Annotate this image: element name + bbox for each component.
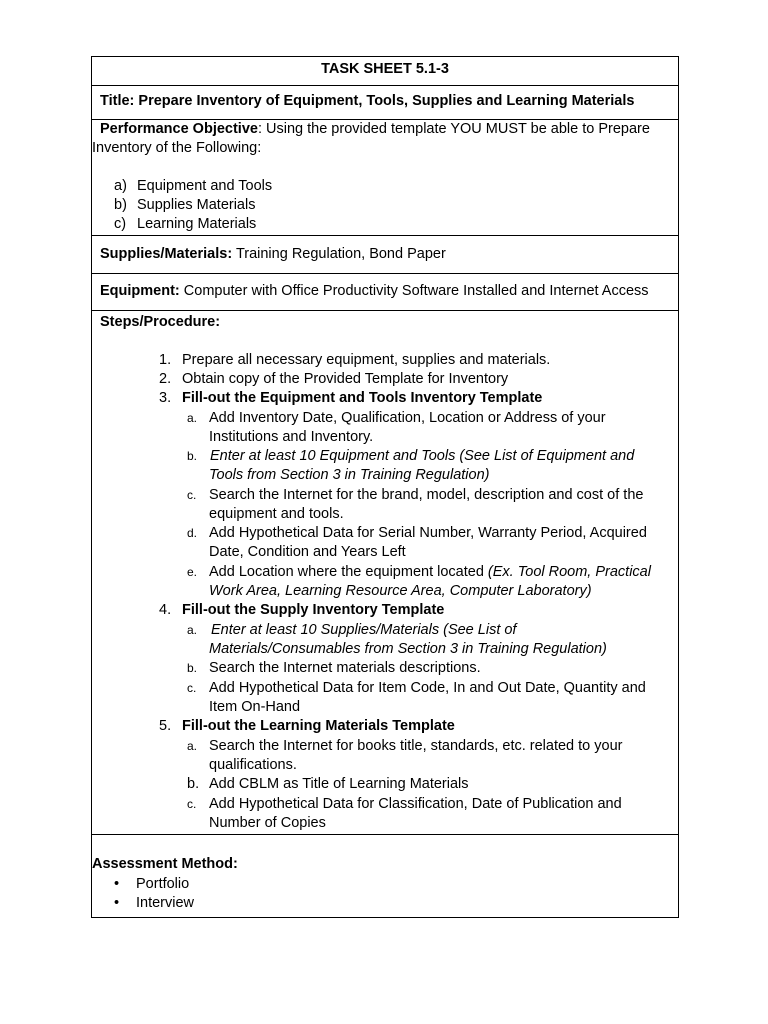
task-sheet-heading: TASK SHEET 5.1-3 xyxy=(321,61,449,77)
step-2-num: 2. xyxy=(159,371,172,387)
step-4-text: Fill-out the Supply Inventory Template xyxy=(182,602,445,618)
assessment-label: Assessment Method: xyxy=(92,856,238,872)
objective-item-a: a) Equipment and Tools xyxy=(114,178,273,194)
objective-label: Performance Objective xyxy=(100,121,258,137)
objective-row xyxy=(92,119,678,236)
step-5-num: 5. xyxy=(159,718,172,734)
step-5c-line-2: Number of Copies xyxy=(209,815,326,831)
step-5b-marker: b. xyxy=(187,776,200,792)
title-row xyxy=(92,85,678,120)
step-4b-line-1: Search the Internet materials descriptions. xyxy=(209,660,481,676)
step-5a-line-1: Search the Internet for books title, standards, etc. related to your xyxy=(209,738,623,754)
supplies-text: Training Regulation, Bond Paper xyxy=(235,246,446,262)
step-4b-marker: b. xyxy=(187,661,198,675)
objective-text-1: : Using the provided template YOU MUST be able to Prepare xyxy=(257,121,650,137)
step-4c-line-1: Add Hypothetical Data for Item Code, In and Out Date, Quantity and xyxy=(209,680,646,696)
equipment-label: Equipment: xyxy=(100,283,180,299)
header-row xyxy=(92,57,678,85)
step-3e-line-1: Add Location where the equipment located (Ex. Tool Room, Practical xyxy=(209,564,651,580)
title-text: Prepare Inventory of Equipment, Tools, Supplies and Learning Materials xyxy=(138,93,635,109)
step-3d-line-2: Date, Condition and Years Left xyxy=(209,544,406,560)
objective-item-c: c) Learning Materials xyxy=(114,216,257,232)
step-3e-line-2: Work Area, Learning Resource Area, Computer Laboratory) xyxy=(209,583,592,599)
equipment-text: Computer with Office Productivity Software Installed and Internet Access xyxy=(183,283,649,299)
step-3a-line-1: Add Inventory Date, Qualification, Location or Address of your xyxy=(209,410,606,426)
task-sheet-table xyxy=(91,56,679,918)
step-3d-marker: d. xyxy=(187,526,198,540)
step-4a-marker: a. xyxy=(187,623,198,637)
equipment-row xyxy=(92,273,678,311)
supplies-label: Supplies/Materials: xyxy=(100,246,233,262)
objective-text-2: Inventory of the Following: xyxy=(92,140,262,156)
assessment-row xyxy=(92,834,678,918)
steps-row xyxy=(92,310,678,835)
objective-line-1 xyxy=(100,120,650,139)
step-3c-marker: c. xyxy=(187,488,197,502)
step-3c-line-1: Search the Internet for the brand, model, description and cost of the xyxy=(209,487,644,503)
objective-item-b: b) Supplies Materials xyxy=(114,197,256,213)
step-3d-line-1: Add Hypothetical Data for Serial Number, Warranty Period, Acquired xyxy=(209,525,647,541)
step-2-text: Obtain copy of the Provided Template for Inventory xyxy=(182,371,509,387)
title-line xyxy=(100,92,634,111)
step-3b-line-1: Enter at least 10 Equipment and Tools (See List of Equipment and xyxy=(210,448,635,464)
step-5a-line-2: qualifications. xyxy=(209,757,297,773)
step-3c-line-2: equipment and tools. xyxy=(209,506,344,522)
step-4c-line-2: Item On-Hand xyxy=(209,699,301,715)
step-4a-line-1: Enter at least 10 Supplies/Materials (See List of xyxy=(211,622,517,638)
assessment-item-interview: • Interview xyxy=(114,895,195,911)
step-5-text: Fill-out the Learning Materials Template xyxy=(182,718,455,734)
step-4a-line-2: Materials/Consumables from Section 3 in Training Regulation) xyxy=(209,641,607,657)
step-3b-marker: b. xyxy=(187,449,198,463)
step-5c-line-1: Add Hypothetical Data for Classification, Date of Publication and xyxy=(209,796,622,812)
supplies-row xyxy=(92,235,678,274)
step-5b-line-1: Add CBLM as Title of Learning Materials xyxy=(209,776,469,792)
step-5a-marker: a. xyxy=(187,739,198,753)
title-label: Title: xyxy=(100,93,135,109)
equipment-line xyxy=(100,282,649,301)
supplies-line xyxy=(100,245,446,264)
step-3b-line-2: Tools from Section 3 in Training Regulation) xyxy=(209,467,490,483)
step-3-num: 3. xyxy=(159,390,172,406)
step-5c-marker: c. xyxy=(187,797,197,811)
step-3a-marker: a. xyxy=(187,411,198,425)
step-1-text: Prepare all necessary equipment, supplies and materials. xyxy=(182,352,551,368)
step-3a-line-2: Institutions and Inventory. xyxy=(209,429,374,445)
steps-label: Steps/Procedure: xyxy=(100,314,221,330)
step-3-text: Fill-out the Equipment and Tools Inventory Template xyxy=(182,390,543,406)
step-1-num: 1. xyxy=(159,352,172,368)
step-4c-marker: c. xyxy=(187,681,197,695)
step-3e-marker: e. xyxy=(187,565,198,579)
step-4-num: 4. xyxy=(159,602,172,618)
assessment-item-portfolio: • Portfolio xyxy=(114,876,190,892)
